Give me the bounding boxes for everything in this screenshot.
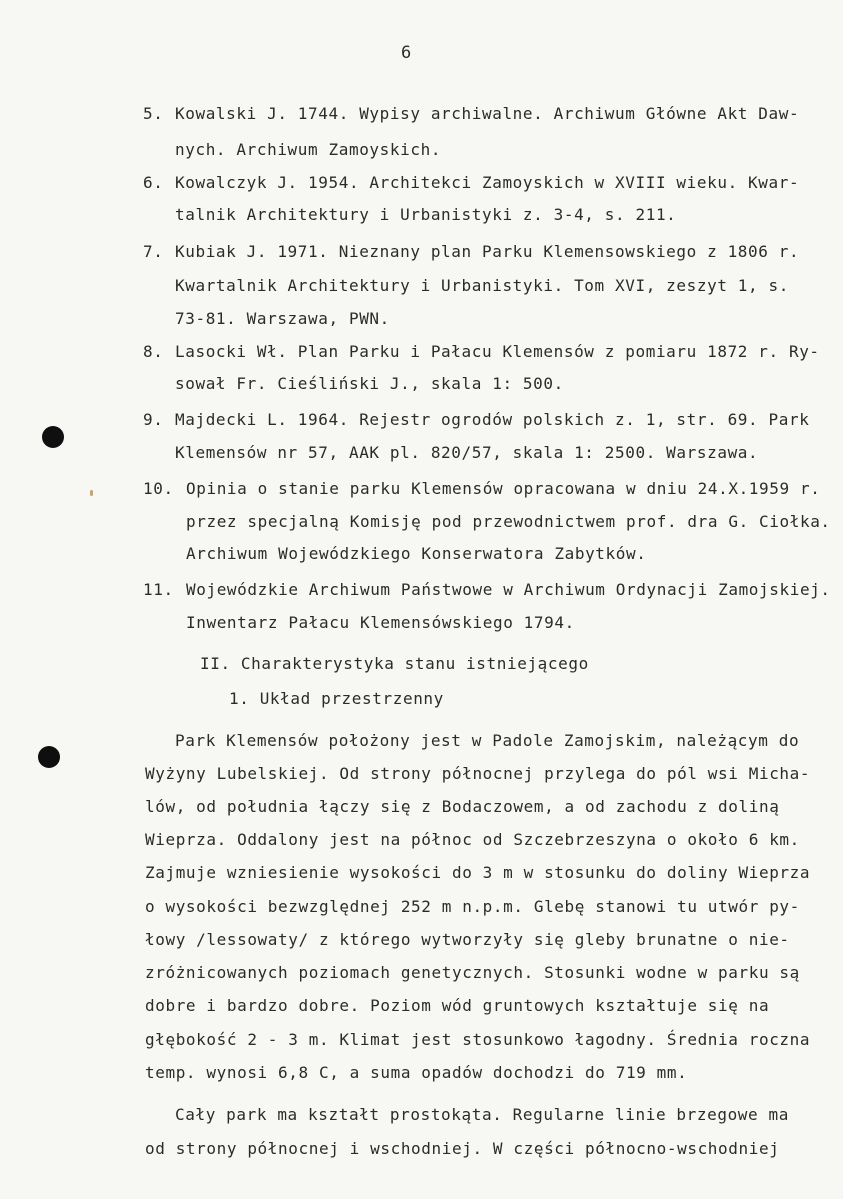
paragraph-line: zróżnicowanych poziomach genetycznych. Stosunki wodne w parku są [145, 963, 800, 982]
reference-line: przez specjalną Komisję pod przewodnictwem prof. dra G. Ciołka. [186, 512, 831, 531]
reference-line: Inwentarz Pałacu Klemensówskiego 1794. [186, 613, 575, 632]
reference-line: Wojewódzkie Archiwum Państwowe w Archiwum Ordynacji Zamojskiej. [186, 580, 831, 599]
reference-line: Kubiak J. 1971. Nieznany plan Parku Klemensowskiego z 1806 r. [175, 242, 800, 261]
paragraph-line: lów, od południa łączy się z Bodaczowem, a od zachodu z doliną [145, 797, 780, 816]
paragraph-line: Zajmuje wzniesienie wysokości do 3 m w stosunku do doliny Wieprza [145, 863, 811, 882]
reference-number: 9. [143, 410, 164, 429]
paragraph-line: dobre i bardzo dobre. Poziom wód gruntowych kształtuje się na [145, 996, 770, 1015]
subsection-heading: 1. Układ przestrzenny [229, 689, 444, 708]
reference-line: Majdecki L. 1964. Rejestr ogrodów polskich z. 1, str. 69. Park [175, 410, 810, 429]
reference-line: Klemensów nr 57, AAK pl. 820/57, skala 1: 2500. Warszawa. [175, 443, 759, 462]
paragraph-line: o wysokości bezwzględnej 252 m n.p.m. Glebę stanowi tu utwór py- [145, 897, 800, 916]
reference-line: Kowalski J. 1744. Wypisy archiwalne. Archiwum Główne Akt Daw- [175, 104, 800, 123]
reference-line: Kwartalnik Architektury i Urbanistyki. Tom XVI, zeszyt 1, s. [175, 276, 789, 295]
reference-line: nych. Archiwum Zamoyskich. [175, 140, 442, 159]
paragraph-line: Park Klemensów położony jest w Padole Zamojskim, należącym do [175, 731, 800, 750]
page-number: 6 [401, 43, 412, 63]
reference-line: sował Fr. Cieśliński J., skala 1: 500. [175, 374, 564, 393]
reference-line: talnik Architektury i Urbanistyki z. 3-4, s. 211. [175, 205, 677, 224]
reference-number: 6. [143, 173, 164, 192]
reference-number: 7. [143, 242, 164, 261]
reference-line: Opinia o stanie parku Klemensów opracowana w dniu 24.X.1959 r. [186, 479, 821, 498]
paragraph-line: Wyżyny Lubelskiej. Od strony północnej przylega do pól wsi Micha- [145, 764, 811, 783]
reference-line: Kowalczyk J. 1954. Architekci Zamoyskich w XVIII wieku. Kwar- [175, 173, 800, 192]
punch-hole-upper [42, 426, 64, 448]
reference-number: 8. [143, 342, 164, 361]
reference-line: Archiwum Wojewódzkiego Konserwatora Zabytków. [186, 544, 647, 563]
punch-hole-lower [38, 746, 60, 768]
section-heading: II. Charakterystyka stanu istniejącego [200, 654, 589, 673]
paper-speck [90, 490, 93, 496]
reference-number: 11. [143, 580, 174, 599]
reference-number: 10. [143, 479, 174, 498]
paragraph-line: Cały park ma kształt prostokąta. Regularne linie brzegowe ma [175, 1105, 789, 1124]
paragraph-line: łowy /lessowaty/ z którego wytworzyły się gleby brunatne o nie- [145, 930, 790, 949]
reference-line: 73-81. Warszawa, PWN. [175, 309, 390, 328]
paragraph-line: głębokość 2 - 3 m. Klimat jest stosunkowo łagodny. Średnia roczna [145, 1030, 811, 1049]
reference-number: 5. [143, 104, 164, 123]
paragraph-line: od strony północnej i wschodniej. W części północno-wschodniej [145, 1139, 780, 1158]
paragraph-line: Wieprza. Oddalony jest na północ od Szczebrzeszyna o około 6 km. [145, 830, 800, 849]
reference-line: Lasocki Wł. Plan Parku i Pałacu Klemensów z pomiaru 1872 r. Ry- [175, 342, 820, 361]
paragraph-line: temp. wynosi 6,8 C, a suma opadów dochodzi do 719 mm. [145, 1063, 688, 1082]
